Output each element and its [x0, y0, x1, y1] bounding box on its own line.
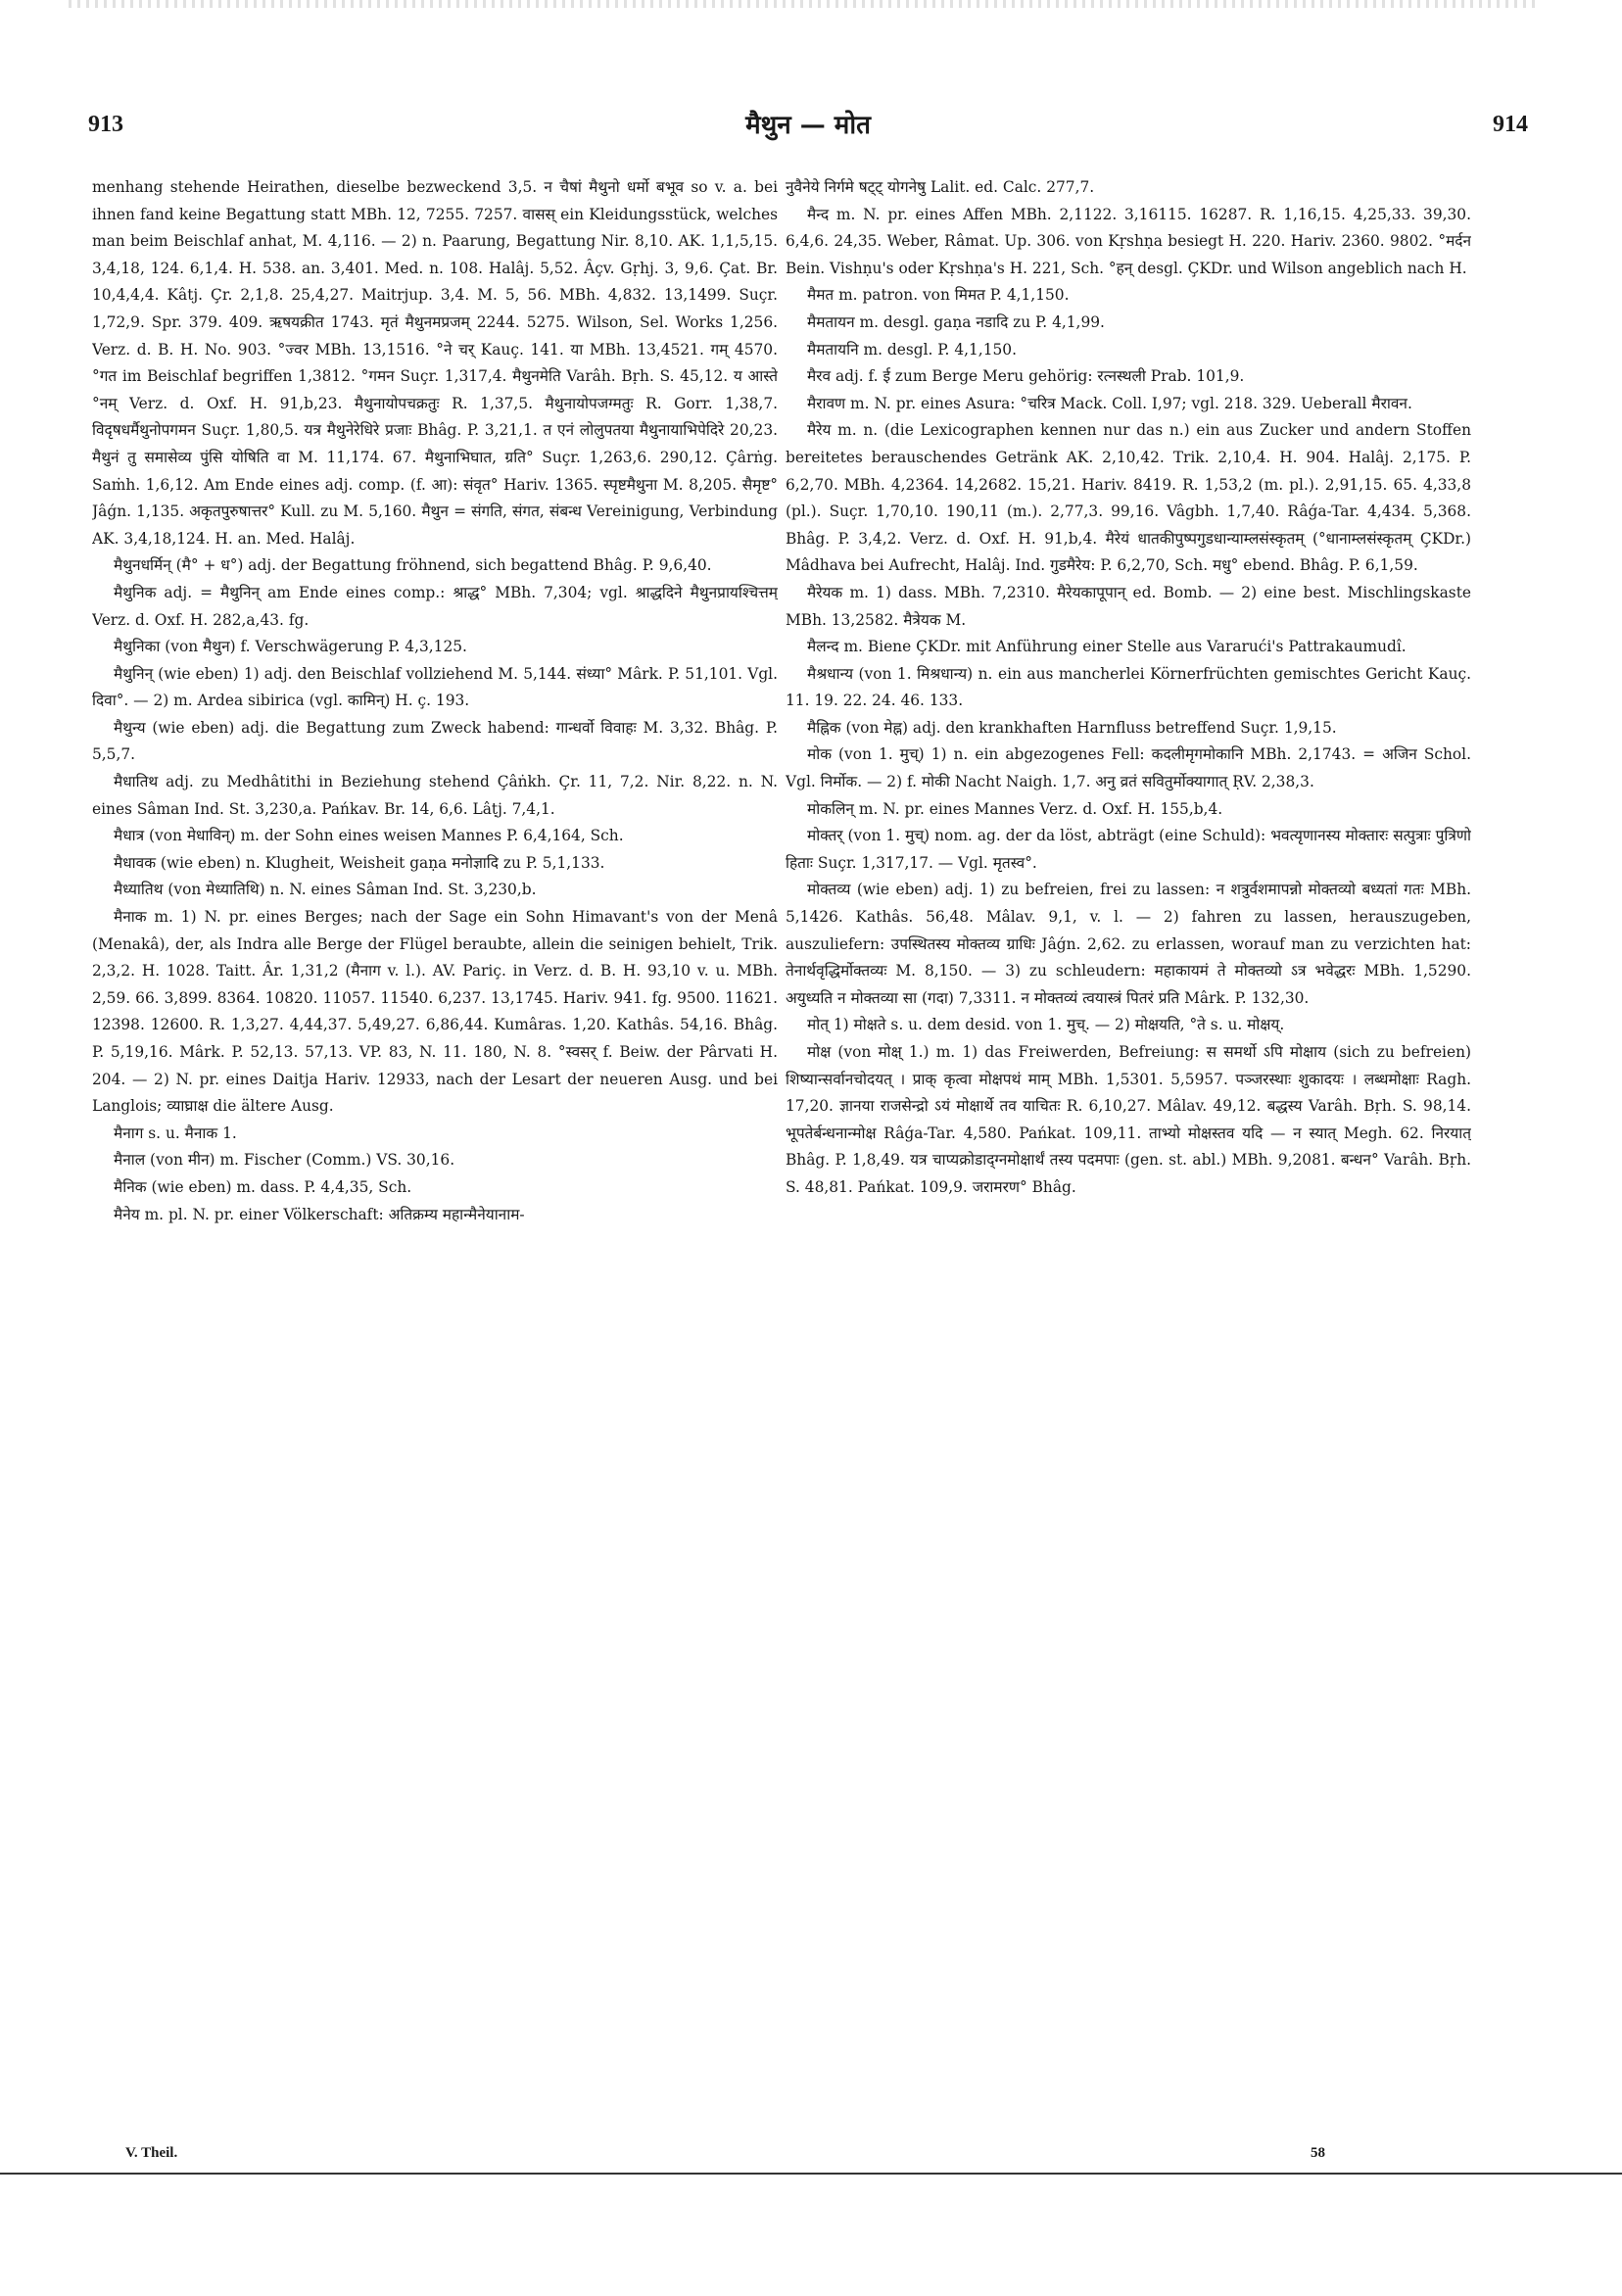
entry-paragraph: मैध्यातिथ (von मेध्यातिथि) n. N. eines Sâman Ind. St. 3,230,b.: [114, 881, 537, 899]
entry-paragraph: मैथुन्य (wie eben) adj. die Begattung zum Zweck habend: गान्धर्वो विवाहः M. 3,32. Bhâg. P. 5,5,7.: [92, 718, 778, 764]
entry-paragraph: मैश्रधान्य (von 1. मिश्रधान्य) n. ein aus mancherlei Körnerfrüchten gemischtes Gericht Kauç. 11. 19. 22. 24. 46. 133.: [786, 664, 1471, 710]
entry-paragraph: मैथुनिक adj. = मैथुनिन् am Ende eines comp.: श्राद्ध° MBh. 7,304; vgl. श्राद्धदिने मैथुनप्रायश्चित्तम् Verz. d. Oxf. H. 282,a,43. fg.: [92, 583, 778, 629]
entry-paragraph: मैनेय m. pl. N. pr. einer Völkerschaft: अतिक्रम्य महान्मैनेयानाम-: [114, 1205, 525, 1223]
bottom-rule: [0, 2173, 1622, 2175]
entry-paragraph: मैरव adj. f. ई zum Berge Meru gehörig: रत्नस्थली Prab. 101,9.: [807, 367, 1245, 386]
entry-paragraph: मैलन्द m. Biene ÇKDr. mit Anführung einer Stelle aus Vararući's Pattrakaumudî.: [807, 638, 1407, 656]
left-column: [92, 174, 778, 2124]
page-header: [88, 106, 1528, 149]
entry-paragraph: मैनिक (wie eben) m. dass. P. 4,4,35, Sch.: [114, 1177, 412, 1196]
entry-paragraph: मैमतायन m. desgl. gaṇa नडादि zu P. 4,1,99.: [807, 312, 1105, 331]
entry-paragraph: मैह्निक (von मेह्न) adj. den krankhaften Harnfluss betreffend Suçr. 1,9,15.: [807, 718, 1337, 737]
entry-paragraph: मैथुनधर्मिन् (मै° + ध°) adj. der Begattung fröhnend, sich begattend Bhâg. P. 9,6,40.: [114, 556, 712, 575]
scan-edge-noise: [69, 0, 1538, 8]
entry-paragraph: मैथुनिन् (wie eben) 1) adj. den Beischlaf vollziehend M. 5,144. संध्या° Mârk. P. 51,101. Vgl. दिवा°. — 2) m. Ardea sibirica (vgl. कामिन्) H. ç. 193.: [92, 664, 778, 710]
entry-paragraph: menhang stehende Heirathen, dieselbe bezweckend 3,5. न चैषां मैथुनो धर्मो बभूव so v. a. bei ihnen fand keine Begattung statt MBh. 12, 7255. 7257. वासस् ein Kleidungsstück, welches man beim Beischlaf anhat, M. 4,116. — 2) n. Paarung, Begattung Nir. 8,10. AK. 1,1,5,15. 3,4,18, 124. 6,1,4. H. 538. an. 3,401. Med. n. 108. Halâj. 5,52. Âçv. Gṛhj. 3, 9,6. Çat. Br. 10,4,4,4. Kâtj. Çr. 2,1,8. 25,4,27. Maitrjup. 3,4. M. 5, 56. MBh. 4,832. 13,1499. Suçr. 1,72,9. Spr. 379. 409. ऋषयक्रीत 1743. मृतं मैथुनमप्रजम् 2244. 5275. Wilson, Sel. Works 1,256. Verz. d. B. H. No. 903. °ज्वर MBh. 13,1516. °ने चर् Kauç. 141. या MBh. 13,4521. गम् 4570. °गत im Beischlaf begriffen 1,3812. °गमन Suçr. 1,317,4. मैथुनमेति Varâh. Bṛh. S. 45,12. य आस्ते °नम् Verz. d. Oxf. H. 91,b,23. मैथुनायोपचक्रतुः R. 1,37,5. मैथुनायोपजग्मतुः R. Gorr. 1,38,7. विदृषधर्मैथुनोपगमन Suçr. 1,80,5. यत्र मैथुनेरेधिरे प्रजाः Bhâg. P. 3,21,1. त एनं लोलुपतया मैथुनायाभिपेदिरे 20,23. मैथुनं तु समासेव्य पुंसि योषिति वा M. 11,174. 67. मैथुनाभिघात, ग्रति° Suçr. 1,263,6. 290,12. Çârṅg. Saṁh. 1,6,12. Am Ende eines adj. comp. (f. आ): संवृत° Hariv. 1365. स्पृष्टमैथुना M. 8,205. सैमृष्ट° Jâǵn. 1,135. अकृतपुरुषात्तर° Kull. zu M. 5,160. मैथुन = संगति, संगत, संबन्ध Vereinigung, Verbindung AK. 3,4,18,124. H. an. Med. Halâj.: [92, 178, 778, 548]
entry-paragraph: मैधातिथ adj. zu Medhâtithi in Beziehung stehend Çâṅkh. Çr. 11, 7,2. Nir. 8,22. n. N. eines Sâman Ind. St. 3,230,a. Pańkav. Br. 14, 6,6. Lâṭj. 7,4,1.: [92, 773, 778, 818]
entry-paragraph: मैधात्र (von मेधाविन्) m. der Sohn eines weisen Mannes P. 6,4,164, Sch.: [114, 827, 624, 845]
entry-paragraph: मोकलिन् m. N. pr. eines Mannes Verz. d. Oxf. H. 155,b,4.: [807, 799, 1223, 818]
entry-paragraph: मैमतायनि m. desgl. P. 4,1,150.: [807, 340, 1017, 359]
right-column: [786, 174, 1471, 2124]
entry-paragraph: मैन्द m. N. pr. eines Affen MBh. 2,1122. 3,16115. 16287. R. 1,16,15. 4,25,33. 39,30. 6,4,6. 24,35. Weber, Râmat. Up. 306. von Kṛshṇa besiegt H. 220. Hariv. 2360. 9802. °मर्दन Bein. Vishṇu's oder Kṛshṇa's H. 221, Sch. °हन् desgl. ÇKDr. und Wilson angeblich nach H.: [786, 205, 1471, 277]
entry-paragraph: मैरेय m. n. (die Lexicographen kennen nur das n.) ein aus Zucker und andern Stoffen bereitetes berauschendes Getränk AK. 2,10,42. Trik. 2,10,4. H. 904. Halâj. 2,175. P. 6,2,70. MBh. 4,2364. 14,2682. 15,21. Hariv. 8419. R. 1,53,2 (m. pl.). 2,91,15. 65. 4,33,8 (pl.). Suçr. 1,70,10. 190,11 (m.). 2,77,3. 99,16. Vâgbh. 1,7,40. Râǵa-Tar. 4,434. 5,368. Bhâg. P. 3,4,2. Verz. d. Oxf. H. 91,b,4. मैरेयं धातकीपुष्पगुडधान्याम्लसंस्कृतम् (°धानाम्लसंस्कृतम् ÇKDr.) Mâdhava bei Aufrecht, Halâj. Ind. गुडमैरेय: P. 6,2,70, Sch. मधु° ebend. Bhâg. P. 6,1,59.: [786, 421, 1471, 575]
entry-paragraph: मोक (von 1. मुच्) 1) n. ein abgezogenes Fell: कदलीमृगमोकानि MBh. 2,1743. = अजिन Schol. Vgl. निर्मोक. — 2) f. मोकी Nacht Naigh. 1,7. अनु व्रतं सवितुर्मोक्यागात् ṚV. 2,38,3.: [786, 745, 1471, 791]
signature-number: 58: [1311, 2145, 1325, 2161]
entry-paragraph: मैनाग s. u. मैनाक 1.: [114, 1124, 237, 1142]
entry-paragraph: मोत् 1) मोक्षते s. u. dem desid. von 1. मुच्. — 2) मोक्षयति, °ते s. u. मोक्षय्.: [807, 1016, 1285, 1034]
right-page-number: 914: [1493, 112, 1528, 137]
entry-paragraph: मैनाक m. 1) N. pr. eines Berges; nach der Sage ein Sohn Himavant's von der Menâ (Menakâ), der, als Indra alle Berge der Flügel beraubte, allein die seinigen behielt, Trik. 2,3,2. H. 1028. Taitt. Âr. 1,31,2 (मैनाग v. l.). AV. Pariç. in Verz. d. B. H. 93,10 v. u. MBh. 2,59. 66. 3,899. 8364. 10820. 11057. 11540. 6,237. 13,1745. Hariv. 941. fg. 9500. 11621. 12398. 12600. R. 1,3,27. 4,44,37. 5,49,27. 6,86,44. Kumâras. 1,20. Kathâs. 54,16. Bhâg. P. 5,19,16. Mârk. P. 52,13. 57,13. VP. 83, N. 11. 180, N. 8. °स्वसर् f. Beiw. der Pârvati H. 204. — 2) N. pr. eines Daitja Hariv. 12933, nach der Lesart der neueren Ausg. und bei Langlois; व्याघ्राक्ष die ältere Ausg.: [92, 908, 778, 1116]
left-page-number: 913: [88, 112, 123, 137]
entry-paragraph: मैरावण m. N. pr. eines Asura: °चरित्र Mack. Coll. I,97; vgl. 218. 329. Ueberall मैरावन.: [807, 394, 1412, 412]
entry-paragraph: मैथुनिका (von मैथुन) f. Verschwägerung P. 4,3,125.: [114, 638, 467, 656]
entry-paragraph: मैनाल (von मीन) m. Fischer (Comm.) VS. 30,16.: [114, 1151, 455, 1170]
entry-paragraph: मोक्तव्य (wie eben) adj. 1) zu befreien, frei zu lassen: न शत्रुर्वशमापन्नो मोक्तव्यो बध्यतां गतः MBh. 5,1426. Kathâs. 56,48. Mâlav. 9,1, v. l. — 2) fahren zu lassen, herauszugeben, auszuliefern: उपस्थितस्य मोक्तव्य ग्राधिः Jâǵn. 2,62. zu erlassen, worauf man zu verzichten hat: तेनार्थवृद्धिर्मोक्तव्यः M. 8,150. — 3) zu schleudern: महाकायमं ते मोक्तव्यो ऽत्र भवेद्धरः MBh. 1,5290. अयुध्यति न मोक्तव्या सा (गदा) 7,3311. न मोक्तव्यं त्वयास्त्रं पितरं प्रति Mârk. P. 132,30.: [786, 881, 1471, 1007]
entry-paragraph: मैमत m. patron. von मिमत P. 4,1,150.: [807, 286, 1070, 305]
entry-paragraph: मैरेयक m. 1) dass. MBh. 7,2310. मैरेयकापूपान् ed. Bomb. — 2) eine best. Mischlingskaste MBh. 13,2582. मैत्रेयक M.: [786, 583, 1471, 629]
entry-paragraph: मैधावक (wie eben) n. Klugheit, Weisheit gaṇa मनोज्ञादि zu P. 5,1,133.: [114, 853, 605, 872]
entry-paragraph: नुवैनेये निर्गमे षट्ट् योगनेषु Lalit. ed. Calc. 277,7.: [786, 178, 1095, 196]
running-title: मैथुन — मोत: [745, 111, 871, 140]
entry-paragraph: मोक्तर् (von 1. मुच्) nom. ag. der da löst, abträgt (eine Schuld): भवत्यृणानस्य मोक्तारः सत्पुत्राः पुत्रिणो हिताः Suçr. 1,317,17. — Vgl. मृतस्व°.: [786, 827, 1471, 872]
volume-label: V. Theil.: [125, 2145, 178, 2161]
entry-paragraph: मोक्ष (von मोक्ष् 1.) m. 1) das Freiwerden, Befreiung: स समर्थो ऽपि मोक्षाय (sich zu befreien) शिष्यान्सर्वानचोदयत् । प्राक् कृत्वा मोक्षपथं माम् MBh. 1,5301. 5,5957. पञ्जरस्थाः शुकादयः । लब्धमोक्षाः Ragh. 17,20. ज्ञानया राजसेन्द्रो ऽयं मोक्षार्थे तव याचितः R. 6,10,27. Mâlav. 49,12. बद्धस्य Varâh. Bṛh. S. 98,14. भूपतेर्बन्धनान्मोक्ष Râǵa-Tar. 4,580. Pańkat. 109,11. ताभ्यो मोक्षस्तव यदि — न स्यात् Megh. 62. निरयात् Bhâg. P. 1,8,49. यत्र चाप्यक्रोडाद्ग्नमोक्षार्थं तस्य पदमपाः (gen. st. abl.) MBh. 9,2081. बन्धन° Varâh. Bṛh. S. 48,81. Pańkat. 109,9. जरामरण° Bhâg.: [786, 1043, 1471, 1196]
